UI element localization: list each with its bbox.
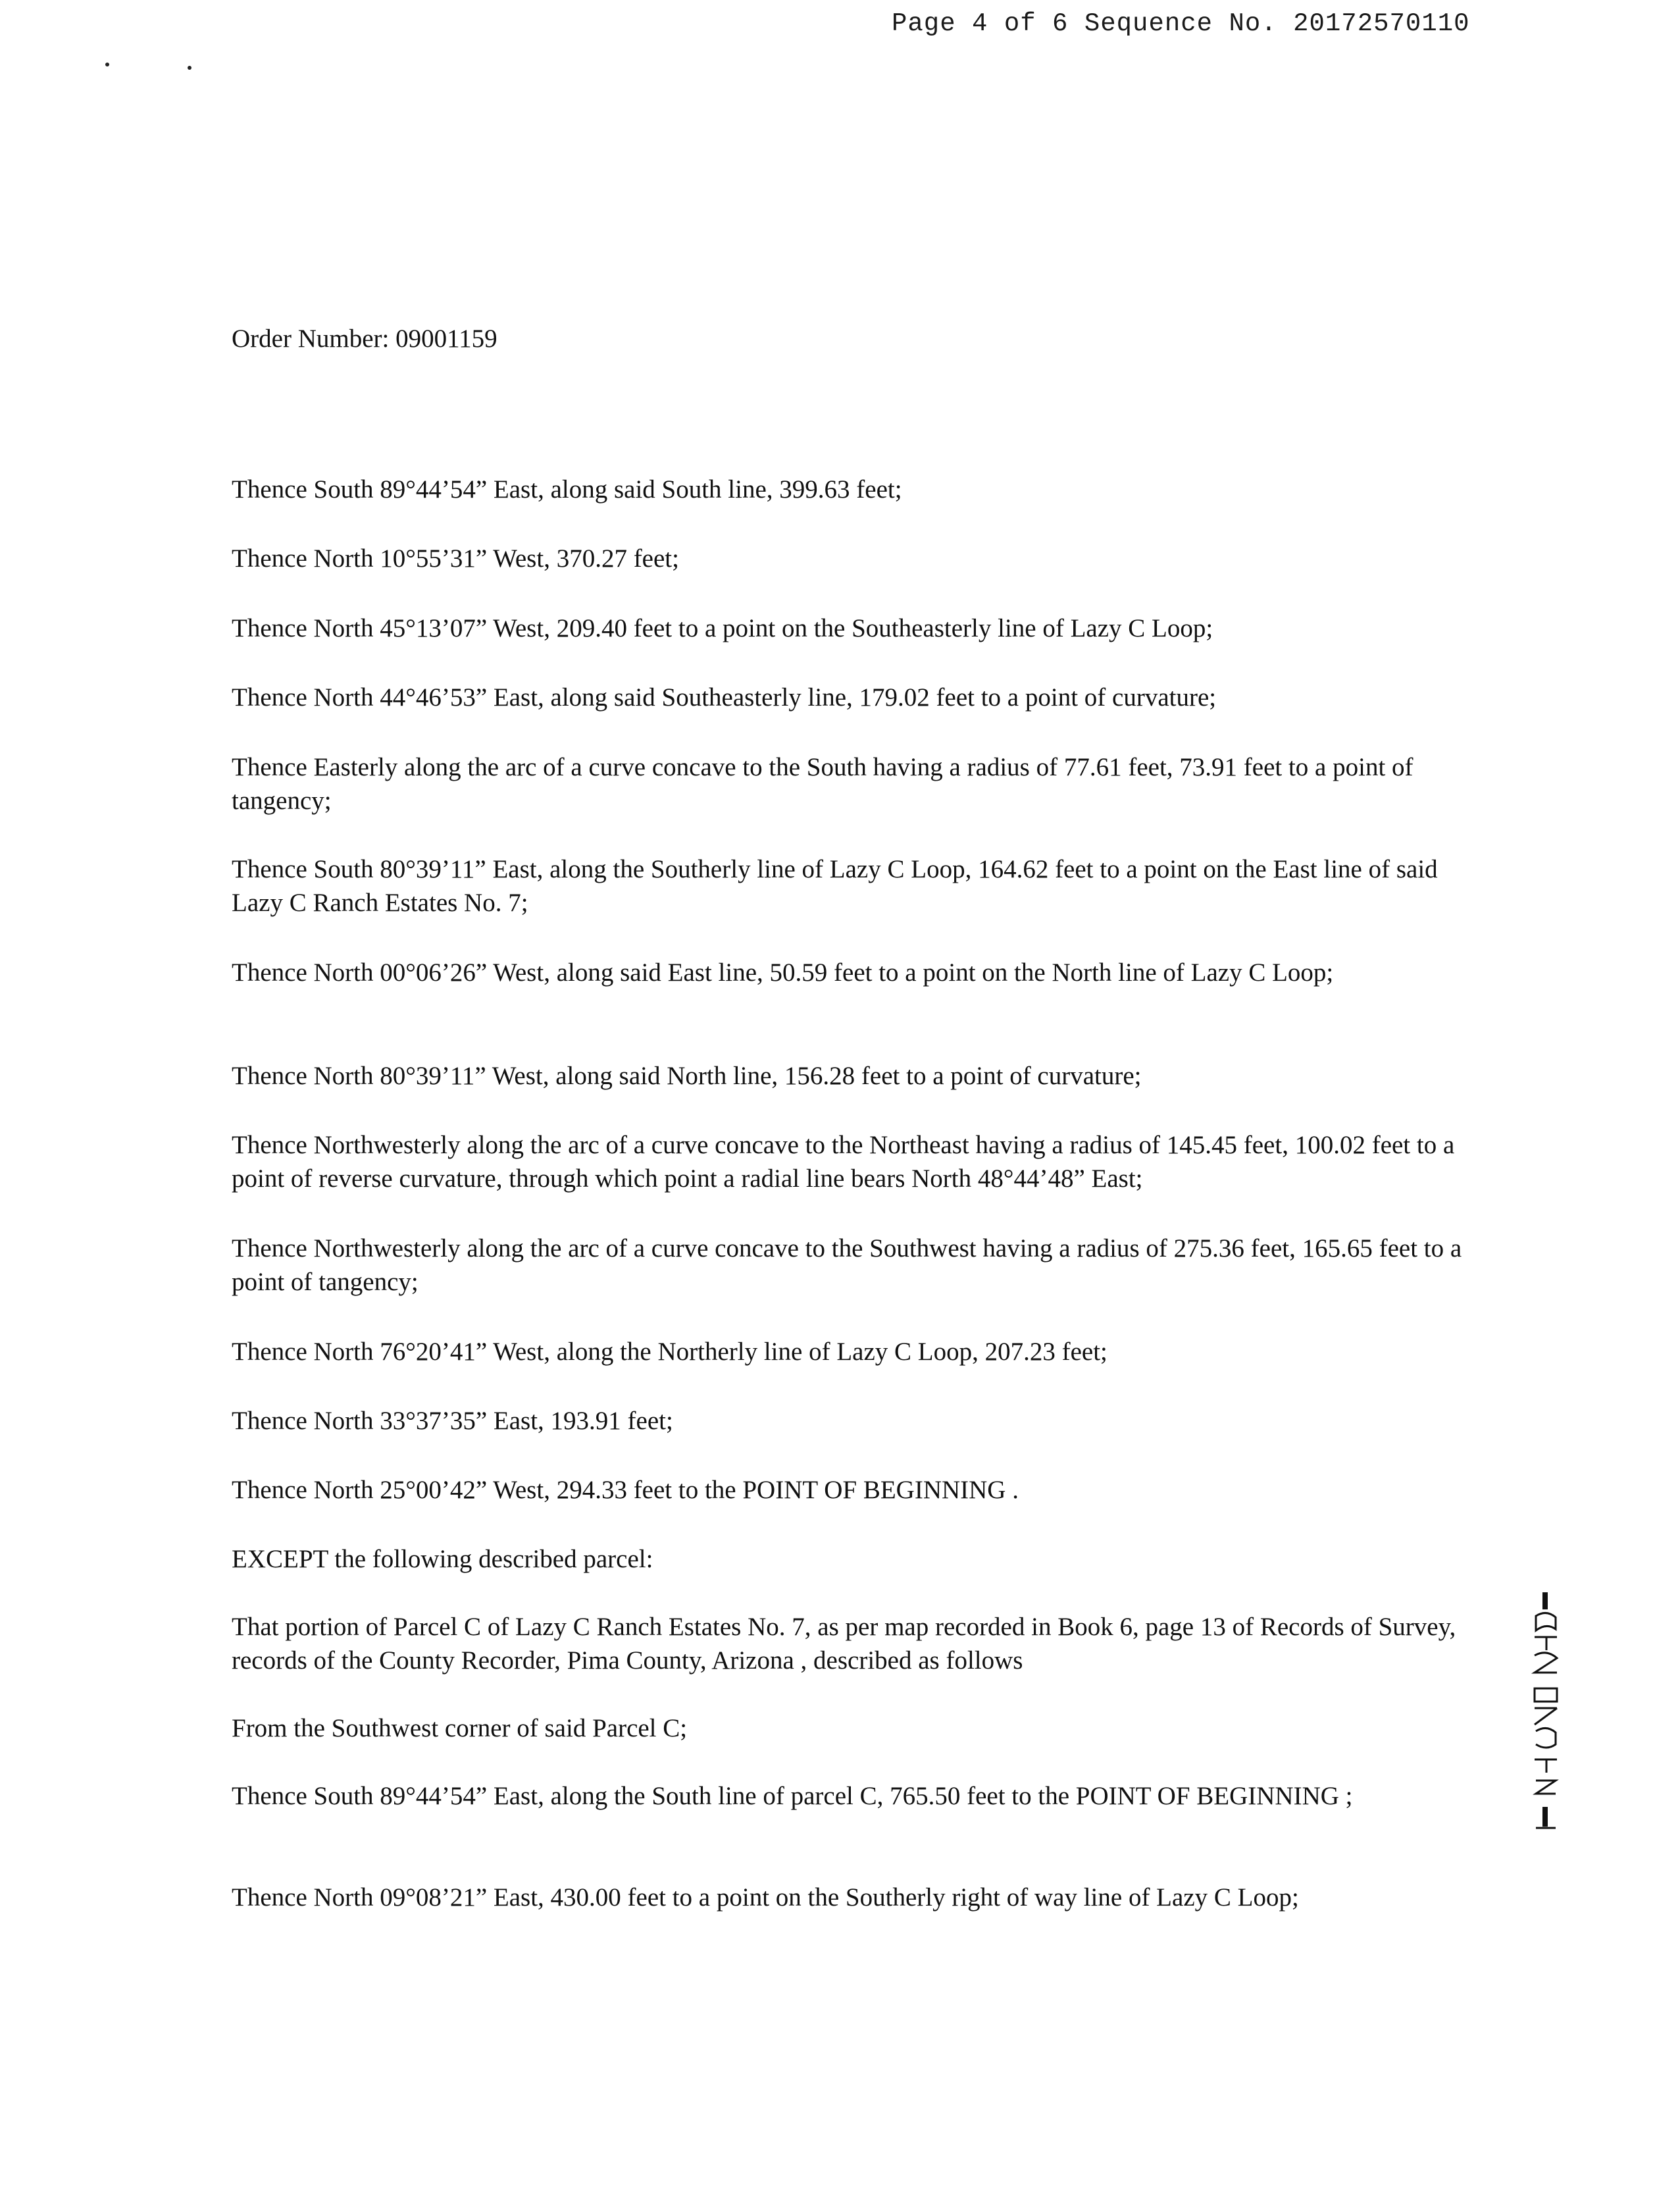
legal-paragraph: EXCEPT the following described parcel: bbox=[232, 1545, 653, 1573]
legal-paragraph: Thence Northwesterly along the arc of a curve concave to the Northeast having a radius of 145.45 feet, 100.02 feet to a point of reverse curvature, through which point a radial line bears North 48°44’48” East; bbox=[232, 1131, 1455, 1193]
legal-paragraph: Thence North 00°06’26” West, along said East line, 50.59 feet to a point on the North line of Lazy C Loop; bbox=[232, 958, 1334, 987]
legal-paragraph: Thence North 33°37’35” East, 193.91 feet; bbox=[232, 1407, 673, 1435]
legal-paragraph: Thence South 89°44’54” East, along the South line of parcel C, 765.50 feet to the POINT OF BEGINNING ; bbox=[232, 1782, 1353, 1810]
legal-paragraph: Thence Northwesterly along the arc of a curve concave to the Southwest having a radius of 275.36 feet, 165.65 feet to a point of tangency; bbox=[232, 1234, 1462, 1296]
legal-paragraph: Thence South 80°39’11” East, along the Southerly line of Lazy C Loop, 164.62 feet to a point on the East line of said Lazy C Ranch Estates No. 7; bbox=[232, 855, 1438, 917]
page-sequence-header: Page 4 of 6 Sequence No. 20172570110 bbox=[892, 9, 1470, 38]
legal-paragraph: From the Southwest corner of said Parcel C; bbox=[232, 1714, 688, 1742]
legal-paragraph: Thence North 25°00’42” West, 294.33 feet to the POINT OF BEGINNING . bbox=[232, 1476, 1019, 1504]
legal-paragraph: That portion of Parcel C of Lazy C Ranch Estates No. 7, as per map recorded in Book 6, page 13 of Records of Survey, records of the County Recorder, Pima County, Arizona , described as follows bbox=[232, 1613, 1456, 1675]
legal-paragraph: Thence North 10°55’31” West, 370.27 feet; bbox=[232, 544, 679, 573]
legal-paragraph: Thence North 80°39’11” West, along said North line, 156.28 feet to a point of curvature; bbox=[232, 1062, 1142, 1090]
scan-speck bbox=[188, 66, 191, 70]
legal-paragraph: Thence North 09°08’21” East, 430.00 feet to a point on the Southerly right of way line of Lazy C Loop; bbox=[232, 1883, 1299, 1912]
legal-paragraph: Thence North 45°13’07” West, 209.40 feet to a point on the Southeasterly line of Lazy C Loop; bbox=[232, 614, 1213, 642]
scan-speck bbox=[105, 63, 109, 66]
legal-paragraph: Thence Easterly along the arc of a curve concave to the South having a radius of 77.61 feet, 73.91 feet to a point of tangency; bbox=[232, 753, 1413, 815]
vertical-recording-stamp-icon bbox=[1527, 1590, 1566, 1840]
order-number: Order Number: 09001159 bbox=[232, 325, 497, 353]
legal-paragraph: Thence North 44°46’53” East, along said Southeasterly line, 179.02 feet to a point of curvature; bbox=[232, 683, 1217, 712]
legal-paragraph: Thence North 76°20’41” West, along the Northerly line of Lazy C Loop, 207.23 feet; bbox=[232, 1338, 1107, 1366]
legal-paragraph: Thence South 89°44’54” East, along said South line, 399.63 feet; bbox=[232, 475, 902, 504]
